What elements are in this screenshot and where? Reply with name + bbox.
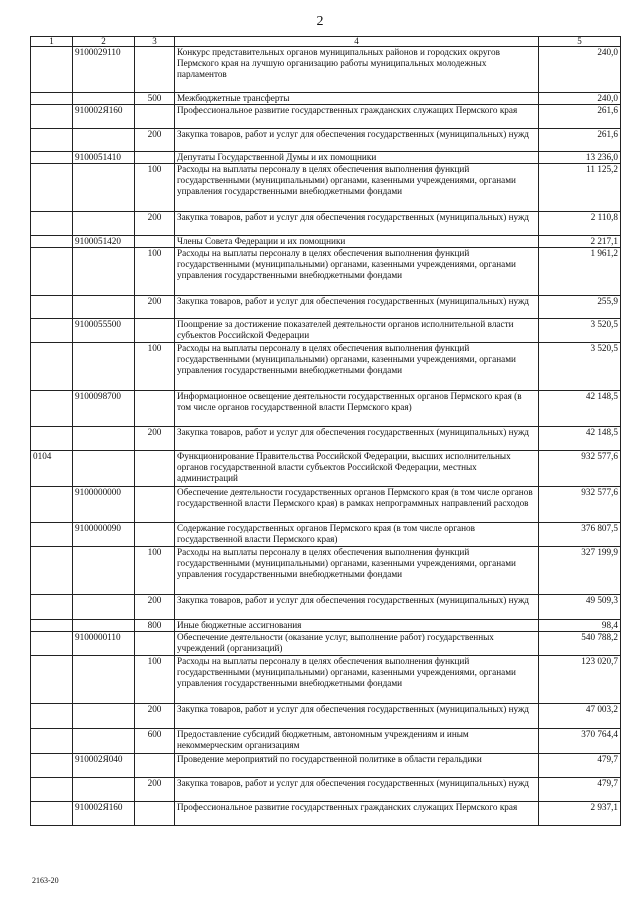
description-cell: Информационное освещение деятельности государственных органов Пермского края (в том числе органов государственной власти Пермского края) — [175, 391, 539, 427]
target-article-cell — [73, 129, 135, 152]
amount-cell: 2 937,1 — [539, 802, 621, 826]
description-cell: Проведение мероприятий по государственной политике в области геральдики — [175, 754, 539, 778]
target-article-cell — [73, 704, 135, 729]
amount-cell: 240,0 — [539, 47, 621, 93]
table-row — [31, 296, 621, 319]
amount-cell: 13 236,0 — [539, 152, 621, 164]
section-code-cell: 0104 — [31, 451, 73, 487]
description-cell: Предоставление субсидий бюджетным, автономным учреждениям и иным некоммерческим организациям — [175, 729, 539, 754]
amount-cell: 479,7 — [539, 778, 621, 802]
expense-type-cell — [135, 754, 175, 778]
expense-type-cell: 100 — [135, 547, 175, 595]
expense-type-cell: 100 — [135, 164, 175, 212]
target-article-cell — [73, 296, 135, 319]
description-cell: Закупка товаров, работ и услуг для обеспечения государственных (муниципальных) нужд — [175, 778, 539, 802]
table-row — [31, 129, 621, 152]
expense-type-cell — [135, 152, 175, 164]
description-cell: Содержание государственных органов Пермского края (в том числе органов государственной власти Пермского края) — [175, 523, 539, 547]
page-number: 2 — [316, 14, 324, 29]
expense-type-cell: 200 — [135, 778, 175, 802]
header-cell-2: 2 — [73, 37, 135, 47]
section-code-cell — [31, 343, 73, 391]
section-code-cell — [31, 236, 73, 248]
amount-cell: 1 961,2 — [539, 248, 621, 296]
target-article-cell: 9100000090 — [73, 523, 135, 547]
description-cell: Обеспечение деятельности государственных органов Пермского края (в том числе органов государственной власти Пермского края) в рамках непрограммных направлений расходов — [175, 487, 539, 523]
table-row — [31, 656, 621, 704]
target-article-cell — [73, 212, 135, 236]
target-article-cell — [73, 93, 135, 105]
description-cell: Закупка товаров, работ и услуг для обеспечения государственных (муниципальных) нужд — [175, 427, 539, 451]
expense-type-cell — [135, 105, 175, 129]
expense-type-cell — [135, 487, 175, 523]
target-article-cell: 9100051410 — [73, 152, 135, 164]
table-row — [31, 343, 621, 391]
section-code-cell — [31, 523, 73, 547]
header-cell-4: 4 — [175, 37, 539, 47]
target-article-cell — [73, 656, 135, 704]
table-row — [31, 487, 621, 523]
description-cell: Члены Совета Федерации и их помощники — [175, 236, 539, 248]
amount-cell: 932 577,6 — [539, 451, 621, 487]
amount-cell: 932 577,6 — [539, 487, 621, 523]
target-article-cell — [73, 248, 135, 296]
section-code-cell — [31, 620, 73, 632]
table-row — [31, 523, 621, 547]
description-cell: Профессиональное развитие государственных гражданских служащих Пермского края — [175, 105, 539, 129]
section-code-cell — [31, 704, 73, 729]
table-row — [31, 93, 621, 105]
section-code-cell — [31, 595, 73, 620]
section-code-cell — [31, 656, 73, 704]
expense-type-cell — [135, 523, 175, 547]
description-cell: Обеспечение деятельности (оказание услуг, выполнение работ) государственных учреждений (организаций) — [175, 632, 539, 656]
table-row — [31, 632, 621, 656]
section-code-cell — [31, 105, 73, 129]
section-code-cell — [31, 152, 73, 164]
description-cell: Закупка товаров, работ и услуг для обеспечения государственных (муниципальных) нужд — [175, 704, 539, 729]
table-row — [31, 236, 621, 248]
amount-cell: 327 199,9 — [539, 547, 621, 595]
table-row — [31, 547, 621, 595]
amount-cell: 49 509,3 — [539, 595, 621, 620]
target-article-cell: 9100000110 — [73, 632, 135, 656]
section-code-cell — [31, 164, 73, 212]
target-article-cell — [73, 620, 135, 632]
section-code-cell — [31, 547, 73, 595]
amount-cell: 255,9 — [539, 296, 621, 319]
table-row — [31, 778, 621, 802]
section-code-cell — [31, 296, 73, 319]
target-article-cell: 910002Я160 — [73, 105, 135, 129]
table-row — [31, 451, 621, 487]
target-article-cell — [73, 343, 135, 391]
section-code-cell — [31, 802, 73, 826]
section-code-cell — [31, 391, 73, 427]
amount-cell: 370 764,4 — [539, 729, 621, 754]
table-row — [31, 47, 621, 93]
target-article-cell — [73, 729, 135, 754]
description-cell: Расходы на выплаты персоналу в целях обеспечения выполнения функций государственными (муниципальными) органами, казенными учреждениями, органами управления государственными внебюджетными фондами — [175, 164, 539, 212]
section-code-cell — [31, 248, 73, 296]
target-article-cell — [73, 164, 135, 212]
amount-cell: 47 003,2 — [539, 704, 621, 729]
section-code-cell — [31, 212, 73, 236]
amount-cell: 11 125,2 — [539, 164, 621, 212]
amount-cell: 261,6 — [539, 105, 621, 129]
amount-cell: 479,7 — [539, 754, 621, 778]
amount-cell: 240,0 — [539, 93, 621, 105]
expense-type-cell — [135, 236, 175, 248]
description-cell: Закупка товаров, работ и услуг для обеспечения государственных (муниципальных) нужд — [175, 595, 539, 620]
header-cell-5: 5 — [539, 37, 621, 47]
description-cell: Поощрение за достижение показателей деятельности органов исполнительной власти субъектов Российской Федерации — [175, 319, 539, 343]
section-code-cell — [31, 427, 73, 451]
description-cell: Профессиональное развитие государственных гражданских служащих Пермского края — [175, 802, 539, 826]
amount-cell: 3 520,5 — [539, 319, 621, 343]
target-article-cell: 9100051420 — [73, 236, 135, 248]
description-cell: Иные бюджетные ассигнования — [175, 620, 539, 632]
table-row — [31, 164, 621, 212]
amount-cell: 261,6 — [539, 129, 621, 152]
section-code-cell — [31, 93, 73, 105]
target-article-cell: 9100055500 — [73, 319, 135, 343]
target-article-cell: 910002Я040 — [73, 754, 135, 778]
description-cell: Депутаты Государственной Думы и их помощники — [175, 152, 539, 164]
budget-table — [30, 36, 621, 826]
amount-cell: 42 148,5 — [539, 391, 621, 427]
target-article-cell — [73, 451, 135, 487]
amount-cell: 3 520,5 — [539, 343, 621, 391]
expense-type-cell: 200 — [135, 129, 175, 152]
table-row — [31, 152, 621, 164]
section-code-cell — [31, 319, 73, 343]
amount-cell: 540 788,2 — [539, 632, 621, 656]
description-cell: Закупка товаров, работ и услуг для обеспечения государственных (муниципальных) нужд — [175, 212, 539, 236]
amount-cell: 123 020,7 — [539, 656, 621, 704]
header-cell-3: 3 — [135, 37, 175, 47]
table-row — [31, 105, 621, 129]
expense-type-cell: 100 — [135, 656, 175, 704]
expense-type-cell: 100 — [135, 343, 175, 391]
amount-cell: 42 148,5 — [539, 427, 621, 451]
table-row — [31, 620, 621, 632]
expense-type-cell: 600 — [135, 729, 175, 754]
table-row — [31, 754, 621, 778]
section-code-cell — [31, 754, 73, 778]
target-article-cell — [73, 778, 135, 802]
description-cell: Конкурс представительных органов муниципальных районов и городских округов Пермского края на лучшую организацию работы муниципальных молодежных парламентов — [175, 47, 539, 93]
expense-type-cell — [135, 319, 175, 343]
amount-cell: 2 110,8 — [539, 212, 621, 236]
description-cell: Расходы на выплаты персоналу в целях обеспечения выполнения функций государственными (муниципальными) органами, казенными учреждениями, органами управления государственными внебюджетными фондами — [175, 343, 539, 391]
table-header-row — [31, 37, 621, 47]
expense-type-cell — [135, 802, 175, 826]
expense-type-cell — [135, 451, 175, 487]
amount-cell: 2 217,1 — [539, 236, 621, 248]
table-row — [31, 729, 621, 754]
expense-type-cell — [135, 47, 175, 93]
header-cell-1: 1 — [31, 37, 73, 47]
amount-cell: 98,4 — [539, 620, 621, 632]
expense-type-cell: 200 — [135, 595, 175, 620]
expense-type-cell: 500 — [135, 93, 175, 105]
table-row — [31, 391, 621, 427]
target-article-cell — [73, 427, 135, 451]
document-code: 2163-20 — [32, 876, 59, 885]
description-cell: Расходы на выплаты персоналу в целях обеспечения выполнения функций государственными (муниципальными) органами, казенными учреждениями, органами управления государственными внебюджетными фондами — [175, 547, 539, 595]
section-code-cell — [31, 487, 73, 523]
section-code-cell — [31, 129, 73, 152]
table-row — [31, 319, 621, 343]
table-row — [31, 248, 621, 296]
description-cell: Закупка товаров, работ и услуг для обеспечения государственных (муниципальных) нужд — [175, 129, 539, 152]
expense-type-cell — [135, 391, 175, 427]
table-row — [31, 595, 621, 620]
expense-type-cell: 200 — [135, 704, 175, 729]
description-cell: Закупка товаров, работ и услуг для обеспечения государственных (муниципальных) нужд — [175, 296, 539, 319]
description-cell: Расходы на выплаты персоналу в целях обеспечения выполнения функций государственными (муниципальными) органами, казенными учреждениями, органами управления государственными внебюджетными фондами — [175, 248, 539, 296]
target-article-cell: 910002Я160 — [73, 802, 135, 826]
expense-type-cell: 100 — [135, 248, 175, 296]
target-article-cell: 9100098700 — [73, 391, 135, 427]
table-row — [31, 704, 621, 729]
target-article-cell — [73, 595, 135, 620]
description-cell: Межбюджетные трансферты — [175, 93, 539, 105]
table-row — [31, 802, 621, 826]
target-article-cell: 9100029110 — [73, 47, 135, 93]
expense-type-cell: 200 — [135, 296, 175, 319]
table-row — [31, 212, 621, 236]
section-code-cell — [31, 632, 73, 656]
section-code-cell — [31, 729, 73, 754]
section-code-cell — [31, 778, 73, 802]
expense-type-cell: 200 — [135, 427, 175, 451]
expense-type-cell — [135, 632, 175, 656]
section-code-cell — [31, 47, 73, 93]
description-cell: Функционирование Правительства Российской Федерации, высших исполнительных органов государственной власти субъектов Российской Федерации, местных администраций — [175, 451, 539, 487]
amount-cell: 376 807,5 — [539, 523, 621, 547]
table-row — [31, 427, 621, 451]
expense-type-cell: 200 — [135, 212, 175, 236]
target-article-cell — [73, 547, 135, 595]
expense-type-cell: 800 — [135, 620, 175, 632]
target-article-cell: 9100000000 — [73, 487, 135, 523]
description-cell: Расходы на выплаты персоналу в целях обеспечения выполнения функций государственными (муниципальными) органами, казенными учреждениями, органами управления государственными внебюджетными фондами — [175, 656, 539, 704]
